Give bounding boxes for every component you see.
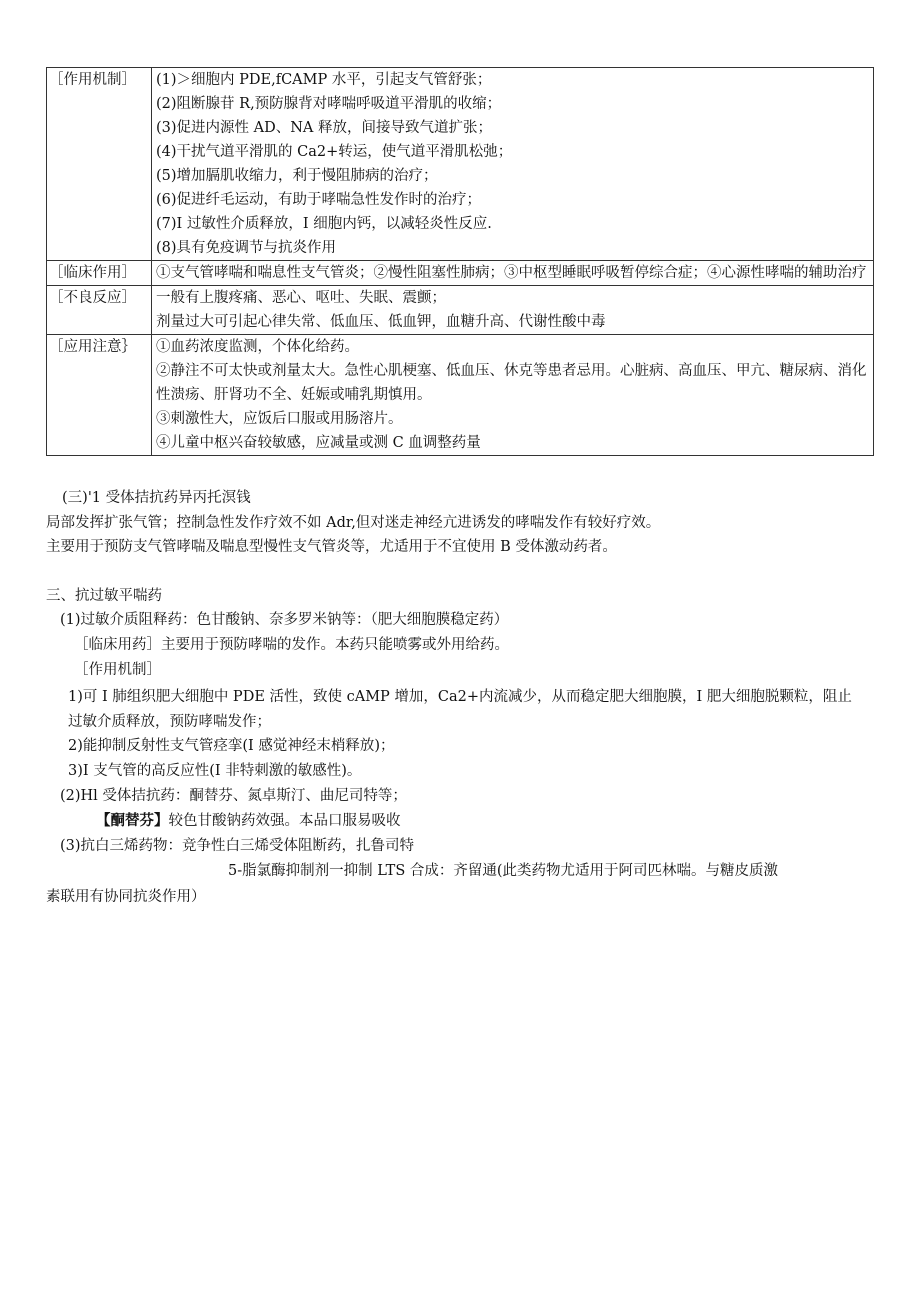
- list-item: ④儿童中枢兴奋较敏感，应减量或测 C 血调整药量: [156, 435, 481, 451]
- row-label: ［临床作用］: [47, 261, 152, 286]
- subsection-heading: (三)'1 受体拮抗药异丙托溟钱: [62, 490, 251, 506]
- paragraph: (1)过敏介质阻释药：色甘酸钠、奈多罗米钠等：（肥大细胞膜稳定药）: [60, 612, 509, 628]
- list-item: ②静注不可太快或剂量太大。急性心肌梗塞、低血压、休克等患者忌用。心脏病、高血压、甲亢、糖尿病、消化性溃疡、肝肾功不全、妊娠或哺乳期慎用。: [156, 363, 867, 403]
- paragraph: 主要用于预防支气管哮喘及喘息型慢性支气管炎等，尤适用于不宜使用 B 受体激动药者。: [46, 539, 617, 555]
- paragraph: (2)Hl 受体拮抗药：酮替芬、氮卓斯汀、曲尼司特等；: [60, 788, 407, 804]
- drug-info-table: [46, 67, 874, 456]
- row-content: [152, 261, 874, 286]
- paragraph: 5-脂氯酶抑制剂一抑制 LTS 合成：齐留通(此类药物尤适用于阿司匹林喘。与糖皮质激: [228, 863, 779, 879]
- list-item: (5)增加膈肌收缩力，利于慢阻肺病的治疗；: [156, 168, 438, 184]
- list-item: (3)促进内源性 AD、NA 释放，间接导致气道扩张；: [156, 120, 493, 136]
- list-item: ③刺激性大，应饭后口服或用肠溶片。: [156, 411, 403, 427]
- paragraph: ［临床用药］主要用于预防哮喘的发作。本药只能喷雾或外用给药。: [74, 637, 509, 653]
- row-label: ［不良反应］: [47, 286, 152, 335]
- list-item: ①血药浓度监测，个体化给药。: [156, 339, 359, 355]
- paragraph: [96, 809, 401, 833]
- list-item: (4)干扰气道平滑肌的 Ca2+转运，使气道平滑肌松弛；: [156, 144, 513, 160]
- list-item: ①支气管哮喘和喘息性支气管炎；②慢性阻塞性肺病；③中枢型睡眠呼吸暂停综合症；④心源性哮喘的辅助治疗: [156, 265, 867, 281]
- paragraph: 局部发挥扩张气管；控制急性发作疗效不如 Adr,但对迷走神经亢进诱发的哮喘发作有较好疗效。: [46, 515, 661, 531]
- list-item: (6)促进纤毛运动，有助于哮喘急性发作时的治疗；: [156, 192, 482, 208]
- paragraph: 3)I 支气管的高反应性(I 非特刺激的敏感性)。: [68, 763, 362, 779]
- table-row-precautions: [47, 335, 874, 456]
- paragraph: (3)抗白三烯药物：竞争性白三烯受体阻断药，扎鲁司特: [60, 838, 415, 854]
- paragraph: 2)能抑制反射性支气管痉挛(I 感觉神经末梢释放)；: [68, 738, 395, 754]
- list-item: (8)具有免疫调节与抗炎作用: [156, 240, 337, 256]
- table-row-mechanism: [47, 68, 874, 261]
- paragraph: 过敏介质释放，预防哮喘发作；: [68, 714, 271, 730]
- paragraph: 1)可 I 肺组织肥大细胞中 PDE 活性，致使 cAMP 增加，Ca2+内流减少，从而稳定肥大细胞膜，I 肥大细胞脱颗粒，阻止: [68, 689, 852, 705]
- list-item: 剂量过大可引起心律失常、低血压、低血钾，血糖升高、代谢性酸中毒: [156, 314, 606, 330]
- row-content: [152, 286, 874, 335]
- list-item: 一般有上腹疼痛、恶心、呕吐、失眠、震颤；: [156, 290, 446, 306]
- row-content: [152, 68, 874, 261]
- drug-name: 【酮替芬】: [96, 812, 169, 829]
- row-label: ［作用机制］: [47, 68, 152, 261]
- paragraph-label: ［作用机制］: [74, 662, 161, 678]
- table-row-adverse-reactions: [47, 286, 874, 335]
- section-heading: 三、抗过敏平喘药: [46, 588, 162, 604]
- row-content: [152, 335, 874, 456]
- list-item: (7)I 过敏性介质释放，I 细胞内钙，以减轻炎性反应.: [156, 216, 492, 232]
- table-row-clinical-use: [47, 261, 874, 286]
- paragraph: 素联用有协同抗炎作用）: [46, 889, 206, 905]
- list-item: (2)阻断腺苷 R,预防腺背对哮喘呼吸道平滑肌的收缩；: [156, 96, 502, 112]
- list-item: (1)＞细胞内 PDE,fCAMP 水平，引起支气管舒张；: [156, 72, 492, 88]
- row-label: ［应用注意｝: [47, 335, 152, 456]
- drug-description: 较色甘酸钠药效强。本品口服易吸收: [168, 813, 401, 829]
